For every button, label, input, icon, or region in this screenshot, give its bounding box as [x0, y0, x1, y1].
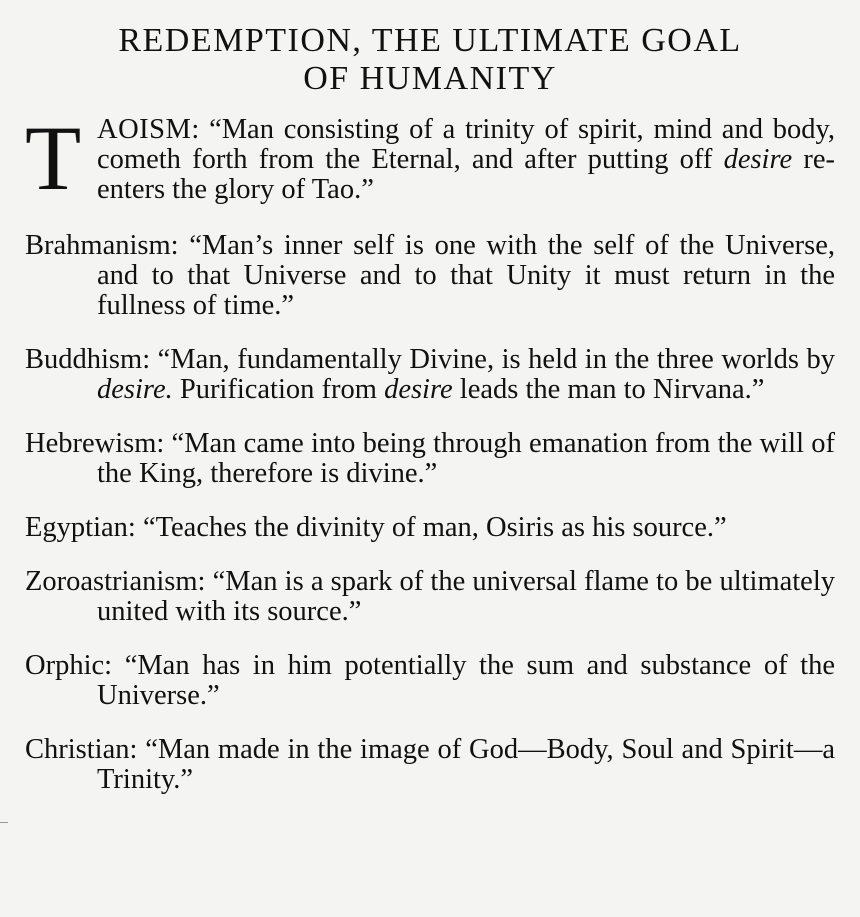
entry-separator: :: [170, 230, 190, 261]
entry-name: Buddhism: [25, 344, 143, 375]
entry-separator: :: [127, 512, 143, 543]
entry-orphic: [25, 651, 835, 711]
title-line-2: OF HUMANITY: [303, 60, 557, 97]
entry-list: [25, 107, 836, 819]
entry-name: Brahmanism: [25, 230, 171, 261]
entry-quote-end: leads the man to Nirvana.”: [452, 374, 765, 405]
entry-quote: “Man is a spark of the universal flame to be ultimately united with its source.”: [97, 566, 835, 627]
margin-mark: [0, 822, 8, 823]
entry-separator: :: [156, 428, 172, 459]
entry-separator: :: [104, 650, 125, 681]
entry-name: Egyptian: [25, 512, 128, 543]
drop-cap: T: [25, 107, 82, 209]
emphasis-desire: desire: [723, 144, 793, 175]
entry-quote-end: re-enters the glory of Tao.”: [97, 144, 835, 205]
entry-christian: [25, 735, 835, 795]
entry-hebrewism: [25, 429, 835, 489]
entry-quote: “Man made in the image of God—Body, Soul and Spirit—a Trinity.”: [97, 734, 836, 795]
entry-quote: “Man consisting of a trinity of spirit, mind and body, cometh forth from the Eternal, and after putting off: [97, 114, 836, 175]
entry-egyptian: [25, 513, 835, 543]
entry-quote: “Man, fundamentally Divine, is held in the three worlds by: [157, 344, 835, 375]
entry-quote-middle: Purification from: [172, 374, 385, 405]
entry-quote: “Man came into being through emanation from the will of the King, therefore is divine.”: [97, 428, 835, 489]
entry-name: Zoroastrianism: [25, 566, 198, 597]
entry-separator: :: [191, 114, 210, 145]
title-line-1: REDEMPTION, THE ULTIMATE GOAL: [118, 22, 742, 59]
entry-quote: “Man has in him potentially the sum and substance of the Universe.”: [97, 650, 835, 711]
entry-brahmanism: [25, 231, 835, 321]
entry-name: Hebrewism: [25, 428, 157, 459]
entry-name: Orphic: [25, 650, 105, 681]
entry-separator: :: [142, 344, 158, 375]
entry-name: AOISM: [97, 114, 192, 145]
entry-name: Christian: [25, 734, 130, 765]
page-title: [0, 22, 860, 98]
entry-separator: :: [197, 566, 213, 597]
entry-quote: “Man’s inner self is one with the self of the Universe, and to that Universe and to that Unity it must return in the fullness of time.”: [97, 230, 836, 321]
entry-separator: :: [129, 734, 146, 765]
entry-buddhism: [25, 345, 835, 405]
entry-taoism: [25, 107, 836, 209]
entry-zoroastrianism: [25, 567, 835, 627]
entry-quote: “Teaches the divinity of man, Osiris as his source.”: [142, 512, 727, 543]
emphasis-desire: desire.: [97, 374, 173, 405]
emphasis-desire-2: desire: [384, 374, 453, 405]
